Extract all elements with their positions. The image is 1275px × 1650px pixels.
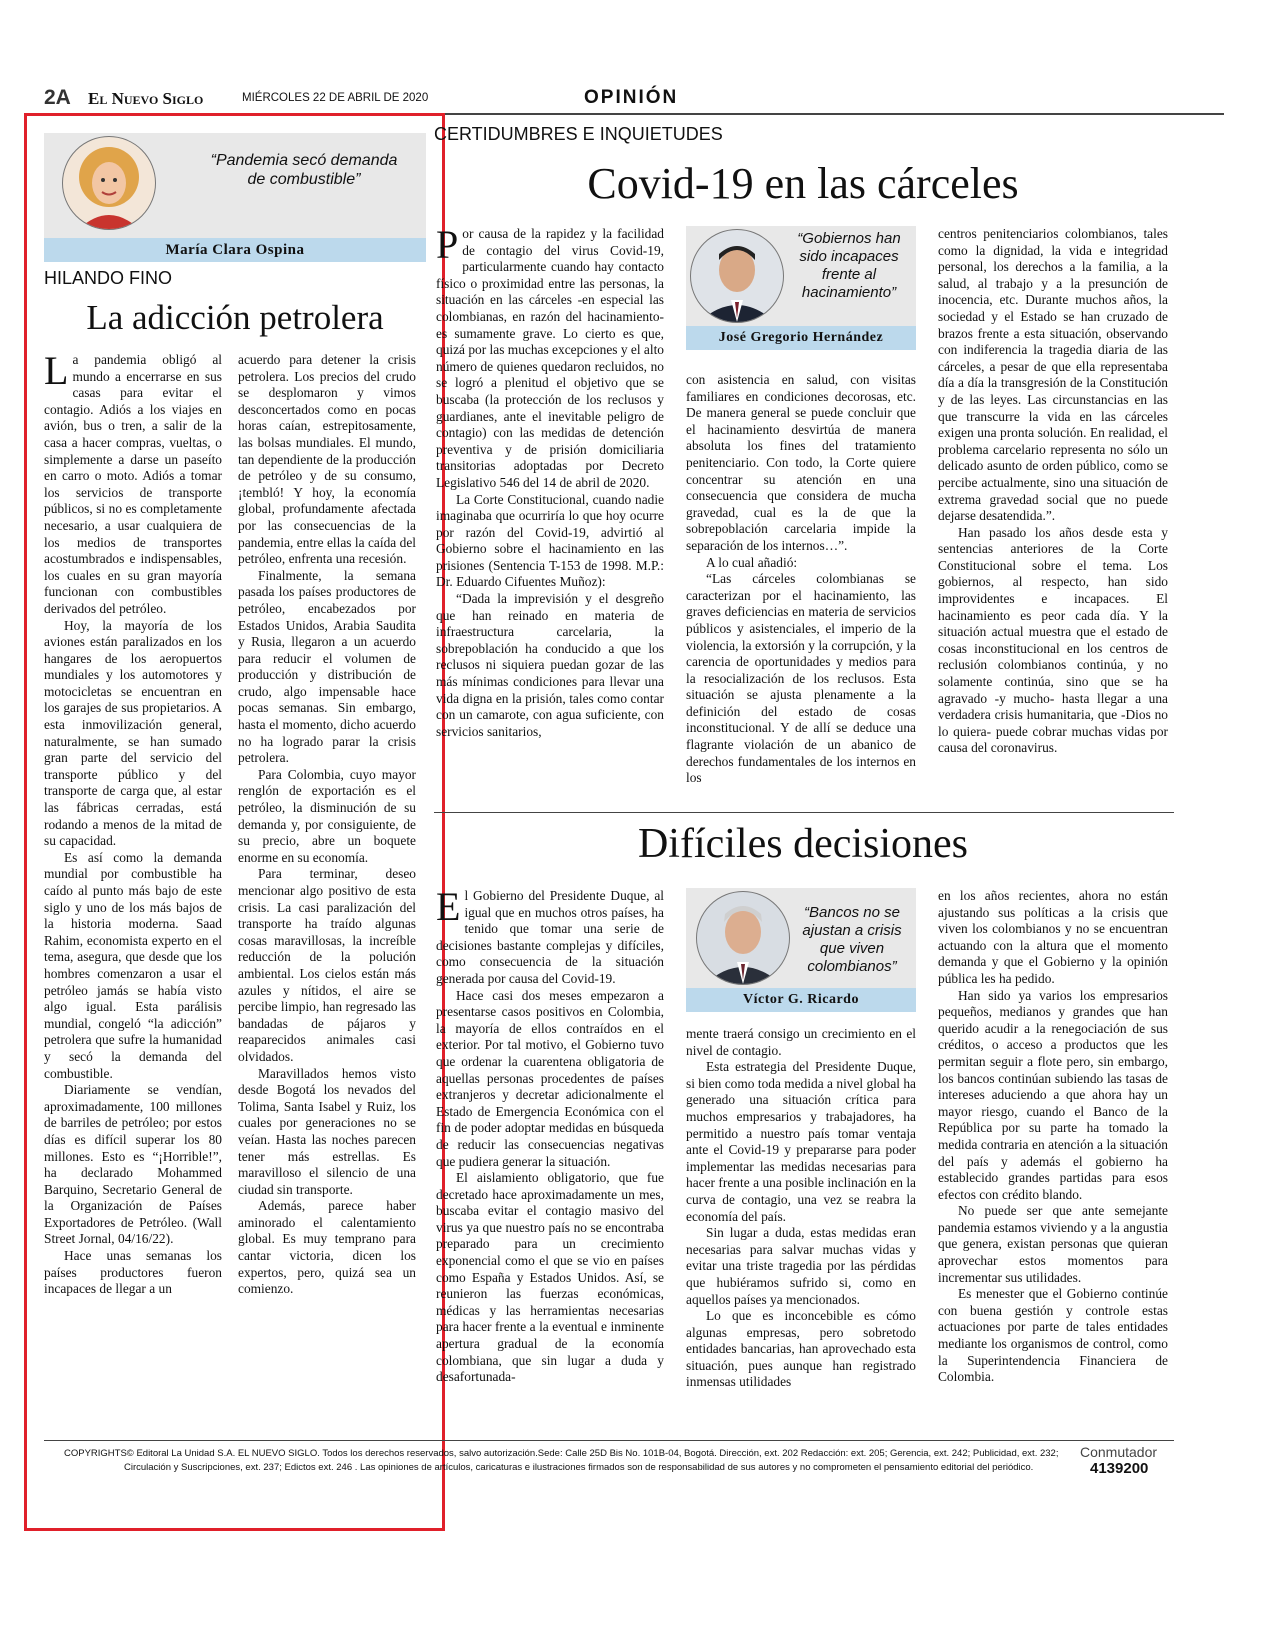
paragraph: or causa de la rapidez y la facilidad de contagio del virus Covid-19, particularmente cuando hay contacto físico o proximidad entre las personas, la situación en las cárceles -en especial las colombianas, en razón del hacinamiento- es sumamente grave. Lo cierto es que, quizá por las muchas excepciones y el alto número de quienes quedaron recluidos, no se logró a plenitud el objetivo que se buscaba (la protección de los reclusos y guardianes, ante el inevitable peligro de contagio) con las medidas de detención preventiva y de prisión domiciliaria transitorias adoptadas por Decreto Legislativo 546 del 14 de abril de 2020. — [436, 226, 664, 490]
footer-rule — [44, 1440, 1174, 1441]
copyright-line-2: Circulación y Suscripciones, ext. 237; Edictos ext. 246 . Las opiniones de artículos, caricaturas e ilustraciones firmados son de responsabilidad de sus autores y no comprometen el pensamiento editorial del periódico. — [124, 1462, 1034, 1473]
columnist-photo — [62, 136, 156, 230]
page-header — [44, 86, 1224, 114]
paragraph: Esta estrategia del Presidente Duque, si bien como toda medida a nivel global ha generado una situación crítica para muchos empresarios y trabajadores, ha permitido a nuestro país tomar ventaja ante el Covid-19 y prepararse para poder implementar las medidas necesarias para hacer frente a una posible inclinación en la curva de contagio, una vez se reabra la economía del país. — [686, 1059, 916, 1224]
article1-text-2 — [686, 372, 916, 787]
paragraph: con asistencia en salud, con visitas familiares en condiciones decorosas, etc. De manera general se puede concluir que el hacinamiento desvirtúa de manera absoluta los fines del tratamiento penitenciario. Con todo, la Corte quiere concentrar su atención en una consecuencia que considera de mucha gravedad, cual es la de que la sobrepoblación carcelaria impide la separación de los internos…”. — [686, 372, 916, 553]
paragraph: Lo que es inconcebible es cómo algunas empresas, pero sobretodo entidades bancarias, han aprovechado esta situación, pues aunque han registrado inmensas utilidades — [686, 1308, 916, 1390]
paragraph: La Corte Constitucional, cuando nadie imaginaba que ocurriría lo que hoy ocurre por razón del Covid-19, advirtió al Gobierno sobre el hacinamiento en las prisiones (Sentencia T-153 de 1998. M.P.: Dr. Eduardo Cifuentes Muñoz): — [436, 491, 664, 590]
article2-text-1 — [436, 884, 664, 1386]
article1-title: Covid-19 en las cárceles — [587, 159, 1019, 208]
paragraph: mente traerá consigo un crecimiento en el nivel de contagio. — [686, 1026, 916, 1058]
switchboard-number: 4139200 — [1090, 1460, 1149, 1477]
dropcap: L — [44, 348, 69, 393]
paragraph: “Las cárceles colombianas se caracterizan por el hacinamiento, las graves deficiencias en materia de servicios públicos y asistenciales, el imperio de la violencia, la extorsión y la corrupción, y la carencia de oportunidades y medios para la resocialización de los reclusos. Esta situación se ajusta plenamente a la definición del estado de cosas inconstitucional. Y de allí se deduce una flagrante violación de un abanico de derechos fundamentales de los internos en los — [686, 571, 916, 786]
paragraph: acuerdo para detener la crisis petrolera. Los precios del crudo se desplomaron y vimos desconcertados como en pocas horas caían, estrepitosamente, las bolsas mundiales. El mundo, tan dependiente de la producción de petróleo y de su consumo, ¡tembló! Y hoy, la economía global, profundamente afectada por las consecuencias de la pandemia, entre ellas la caída del petróleo, enfrenta una recesión. — [238, 352, 416, 567]
article1-author: José Gregorio Hernández — [686, 326, 916, 350]
column-title: La adicción petrolera — [86, 298, 384, 337]
pull-quote: “Gobiernos han sido incapaces frente al hacinamiento” — [797, 230, 901, 301]
article2-title: Difíciles decisiones — [637, 821, 969, 867]
paragraph: en los años recientes, ahora no están ajustando sus políticas a la crisis que viven los colombianos y no se encuentran actuando con la altura que el momento demanda y que el Gobierno y la opinión pública les ha pedido. — [938, 888, 1168, 986]
paragraph: Hace casi dos meses empezaron a presentarse casos positivos en Colombia, la mayoría de ellos contraídos en el exterior. Por tal motivo, el Gobierno tuvo que ordenar la cuarentena obligatoria de aquellas personas procedentes de países extranjeros y decretar adicionalmente el Estado de Emergencia Económica con el fin de poder adoptar medidas en búsqueda de reducir las consecuencias negativas que pudiera generar la situación. — [436, 987, 664, 1169]
paragraph: Finalmente, la semana pasada los países productores de petróleo, encabezados por Estados Unidos, Arabia Saudita y Rusia, llegaron a un acuerdo para reducir el volumen de producción y distribución de crudo, algo impensable hace pocas semanas. Sin embargo, hasta el momento, dicho acuerdo no ha logrado parar la crisis petrolera. — [238, 567, 416, 766]
dropcap: E — [436, 884, 461, 929]
paragraph: Maravillados hemos visto desde Bogotá los nevados del Tolima, Santa Isabel y Ruiz, los cuales por generaciones no se veían. Hasta las noches parecen tener más estrellas. Es maravilloso el silencio de una ciudad sin transporte. — [238, 1065, 416, 1197]
pull-quote: “Bancos no se ajustan a crisis que viven colombianos” — [802, 904, 902, 975]
article1-text-3 — [938, 226, 1168, 757]
paragraph: Es así como la demanda mundial por combustible ha caído al punto más bajo de este siglo y uno de los más bajos de la historia moderna. Saad Rahim, economista experto en el tema, asegura, que desde que los hombres comenzaron a usar el petróleo jamás se había visto algo igual. Esta parálisis mundial, congeló “la adicción” petrolera que sufre la humanidad y secó la demanda del combustible. — [44, 849, 222, 1081]
paragraph: a pandemia obligó al mundo a encerrarse en sus casas para evitar el contagio. Adiós a los viajes en avión, bus o tren, a salir de la casa a hacer compras, vueltas, o simplemente a darse un paseíto en carro o moto. Adiós a tomar los servicios de transporte públicos, si no es completamente necesario, a usar cualquiera de los medios de transportes acostumbrados e indispensables, los cuales en su gran mayoría funcionan con combustibles derivados del petróleo. — [44, 352, 222, 616]
article2-text-2 — [686, 1026, 916, 1391]
section-name: OPINIÓN — [584, 87, 679, 108]
author-photo — [690, 229, 784, 323]
columnist-name: María Clara Ospina — [44, 238, 426, 262]
paragraph: Es menester que el Gobierno continúe con buena gestión y controle estas actuaciones por parte de tales entidades mediante los organismos de control, como la Superintendencia Financiera de Colombia. — [938, 1286, 1168, 1385]
paragraph: “Dada la imprevisión y el desgreño que han reinado en materia de infraestructura carcelaria, la sobrepoblación ha conducido a que los reclusos ni siquiera puedan gozar de las más mínimas condiciones para llevar una vida digna en la prisión, tales como contar con un camarote, con agua suficiente, con servicios sanitarios, — [436, 591, 664, 739]
pull-quote: “Pandemia secó demanda de combustible” — [210, 152, 398, 188]
article2-quote-box — [686, 888, 916, 988]
paragraph: Hoy, la mayoría de los aviones están paralizados en los hangares de los aeropuertos mundiales y los automotores y motocicletas se encuentran en los garajes de sus propietarios. A esta inmovilización general, naturalmente, se han sumado gran parte del servicio del transporte público y del transporte de carga que, al estar las fábricas cerradas, está rodando a menos de la mitad de su capacidad. — [44, 617, 222, 849]
paragraph: Hace unas semanas los países productores fueron incapaces de llegar a un — [44, 1248, 222, 1297]
paragraph: Además, parece haber aminorado el calentamiento global. Es muy temprano para cantar victoria, dicen los expertos, pero, quizá sea un comienzo. — [238, 1198, 416, 1297]
article2-author: Víctor G. Ricardo — [686, 988, 916, 1012]
column-kicker: HILANDO FINO — [44, 268, 173, 288]
paragraph: centros penitenciarios colombianos, tales como la dignidad, la vida e integridad personal, los derechos a la familia, a la salud, al trabajo y a la presunción de inocencia, etc. Durante muchos años, la sociedad y el Estado se han cruzado de brazos frente a esta situación, observando con indiferencia la tragedia diaria de las cárceles, a pesar de que ella representaba día a día la transgresión de la Constitución y de las leyes. Las circunstancias en las que transcurre la vida en las cárceles exigen una pronta solución. En realidad, el problema carcelario representa no sólo un delicado asunto de orden público, como se percibe actualmente, sino una situación de extrema gravedad social que no puede dejarse desatendida.”. — [938, 226, 1168, 524]
article1-text-1 — [436, 222, 664, 740]
article1-kicker: CERTIDUMBRES E INQUIETUDES — [434, 124, 723, 144]
article1-quote-box — [686, 226, 916, 326]
author-photo — [696, 891, 790, 985]
paragraph: Sin lugar a duda, estas medidas eran necesarias para salvar muchas vidas y evitar una triste tragedia por las pérdidas que hubiéramos sufrido si, como en aquellos países ya mencionados. — [686, 1225, 916, 1307]
article2-text-3 — [938, 888, 1168, 1386]
paragraph: No puede ser que ante semejante pandemia estamos viviendo y a la angustia que genera, existan personas que quieran aprovechar estos momentos para incrementar sus utilidades. — [938, 1203, 1168, 1285]
switchboard-label: Conmutador — [1080, 1444, 1158, 1460]
page-number: 2A — [44, 86, 71, 109]
column-text-2 — [238, 352, 416, 1298]
copyright-line-1: COPYRIGHTS© Editoral La Unidad S.A. EL NUEVO SIGLO. Todos los derechos reservados, salvo autorización.Sede: Calle 25D Bis No. 101B-04, Bogotá. Dirección, ext. 202 Redacción: ext. 205; Gerencia, ext. 242; Publicidad, ext. 232; — [64, 1448, 1059, 1459]
paragraph: A lo cual añadió: — [706, 554, 798, 570]
paragraph: Han sido ya varios los empresarios pequeños, medianos y grandes que han querido acudir a la renegociación de sus créditos, o acceso a productos que les permitan seguir a flote pero, sin embargo, los bancos continúan subiendo las tasas de intereses aduciendo a que ahora hay un mayor riesgo, cuando el Banco de la República por su parte ha tomado la medida contraria en atención a la situación del país y además el gobierno ha establecido grandes partidas para esos efectos con crédito blando. — [938, 987, 1168, 1202]
paper-name: El Nuevo Siglo — [88, 89, 204, 108]
paragraph: Diariamente se vendían, aproximadamente, 100 millones de barriles de petróleo; por estos días es difícil superar los 80 millones. Esto es “¡Horrible!”, ha declarado Mohammed Barquino, Secretario General de la Organización de Países Exportadores de Petróleo. (Wall Street Jornal, 04/16/22). — [44, 1082, 222, 1247]
paragraph: El aislamiento obligatorio, que fue decretado hace aproximadamente un mes, buscaba evitar el contagio masivo del virus ya que nuestro país no se encontraba preparado para un crecimiento exponencial como el que se vio en países como España y Estados Unidos. Así, se reunieron las fuerzas económicas, médicas y las herramientas necesarias para hacer frente a la eventual e inminente apertura gradual de la economía colombiana, que sin lugar a duda y desafortunada- — [436, 1170, 664, 1385]
paragraph: Para terminar, deseo mencionar algo positivo de esta crisis. La casi paralización del transporte ha traído algunas cosas maravillosas, la increíble reducción de la polución ambiental. Los cielos están más azules y nítidos, el aire se percibe limpio, han regresado las bandadas de pájaros y reaparecidos animales casi olvidados. — [238, 866, 416, 1064]
columnist-quote-box — [44, 133, 426, 238]
article-divider — [434, 812, 1174, 813]
paragraph: Para Colombia, cuyo mayor renglón de exportación es el petróleo, la disminución de su demanda y, por consiguiente, de su precio, abre un boquete enorme en su economía. — [238, 766, 416, 865]
paragraph: l Gobierno del Presidente Duque, al igual que en muchos otros países, ha tenido que tomar una serie de decisiones bastante complejas y difíciles, como consecuencia de la situación generada por causa del Covid-19. — [436, 888, 664, 986]
column-text-1 — [44, 348, 222, 1298]
dropcap: P — [436, 222, 459, 267]
issue-date: MIÉRCOLES 22 DE ABRIL DE 2020 — [242, 92, 429, 104]
paragraph: Han pasado los años desde esta y sentencias anteriores de la Corte Constitucional sobre el tema. Los gobiernos, al respecto, han sido improvidentes e incapaces. El hacinamiento es peor cada día. Y la situación actual muestra que el estado de cosas inconstitucional en los centros de reclusión colombianos continúa, y no solamente continúa, sino que se ha agravado -y mucho- hasta llegar a una verdadera crisis humanitaria, que -Dios no lo quiera- puede cobrar muchas vidas por causa del coronavirus. — [938, 524, 1168, 756]
